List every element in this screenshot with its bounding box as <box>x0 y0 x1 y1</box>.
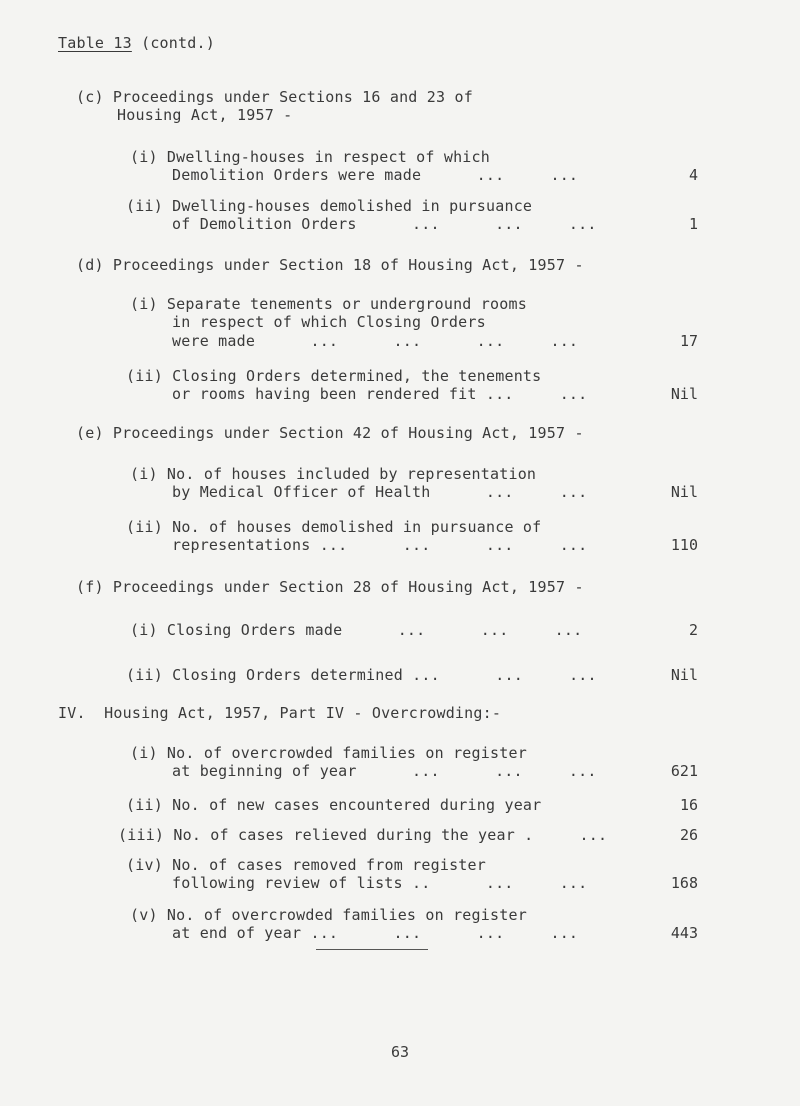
section-iv-item-3: (iii) No. of cases relieved during the year . ... <box>118 826 608 844</box>
section-d-item-2-cont: or rooms having been rendered fit ... ... <box>172 385 588 403</box>
section-f-item-1: (i) Closing Orders made ... ... ... <box>130 621 583 639</box>
section-iv-item-1-value: 621 <box>670 762 698 780</box>
section-e-heading: (e) Proceedings under Section 42 of Housing Act, 1957 - <box>76 424 584 442</box>
section-f-item-1-value: 2 <box>688 621 698 639</box>
table-title: Table 13 <box>58 34 132 52</box>
section-d-heading: (d) Proceedings under Section 18 of Housing Act, 1957 - <box>76 256 584 274</box>
section-iv-item-5-cont: at end of year ... ... ... ... <box>172 924 579 942</box>
section-d-item-1-cont: in respect of which Closing Orders <box>172 313 486 331</box>
section-e-item-1: (i) No. of houses included by representation <box>130 465 537 483</box>
section-iv-item-1: (i) No. of overcrowded families on register <box>130 744 527 762</box>
section-e-item-2-value: 110 <box>670 536 698 554</box>
section-iv-heading: IV. Housing Act, 1957, Part IV - Overcrowding:- <box>58 704 502 722</box>
section-c-item-1: (i) Dwelling-houses in respect of which <box>130 148 490 166</box>
section-c-heading: (c) Proceedings under Sections 16 and 23 of <box>76 88 473 106</box>
section-e-item-2: (ii) No. of houses demolished in pursuance of <box>126 518 542 536</box>
section-e-item-1-cont: by Medical Officer of Health ... ... <box>172 483 588 501</box>
section-iv-item-2: (ii) No. of new cases encountered during year <box>126 796 542 814</box>
section-d-item-1: (i) Separate tenements or underground rooms <box>130 295 527 313</box>
section-c-item-2-value: 1 <box>688 215 698 233</box>
section-iv-item-5: (v) No. of overcrowded families on register <box>130 906 527 924</box>
section-d-item-1-cont2: were made ... ... ... ... <box>172 332 579 350</box>
section-iv-item-4: (iv) No. of cases removed from register <box>126 856 486 874</box>
section-d-item-1-value: 17 <box>679 332 698 350</box>
section-iv-item-1-cont: at beginning of year ... ... ... <box>172 762 597 780</box>
section-c-item-2-cont: of Demolition Orders ... ... ... <box>172 215 597 233</box>
section-iv-item-2-value: 16 <box>679 796 698 814</box>
section-f-item-2: (ii) Closing Orders determined ... ... ... <box>126 666 597 684</box>
section-c-item-1-value: 4 <box>688 166 698 184</box>
section-e-item-2-cont: representations ... ... ... ... <box>172 536 588 554</box>
section-d-item-2-value: Nil <box>670 385 698 403</box>
page-number: 63 <box>390 1043 410 1061</box>
section-iv-item-3-value: 26 <box>679 826 698 844</box>
table-header <box>58 34 215 52</box>
closing-rule <box>316 949 428 950</box>
section-c-item-1-cont: Demolition Orders were made ... ... <box>172 166 579 184</box>
section-c-heading-cont: Housing Act, 1957 - <box>117 106 293 124</box>
section-f-item-2-value: Nil <box>670 666 698 684</box>
section-iv-item-4-value: 168 <box>670 874 698 892</box>
table-title-suffix: (contd.) <box>131 34 215 52</box>
section-e-item-1-value: Nil <box>670 483 698 501</box>
section-f-heading: (f) Proceedings under Section 28 of Housing Act, 1957 - <box>76 578 584 596</box>
section-iv-item-4-cont: following review of lists .. ... ... <box>172 874 588 892</box>
section-c-item-2: (ii) Dwelling-houses demolished in pursuance <box>126 197 533 215</box>
section-d-item-2: (ii) Closing Orders determined, the tenements <box>126 367 542 385</box>
section-iv-item-5-value: 443 <box>670 924 698 942</box>
